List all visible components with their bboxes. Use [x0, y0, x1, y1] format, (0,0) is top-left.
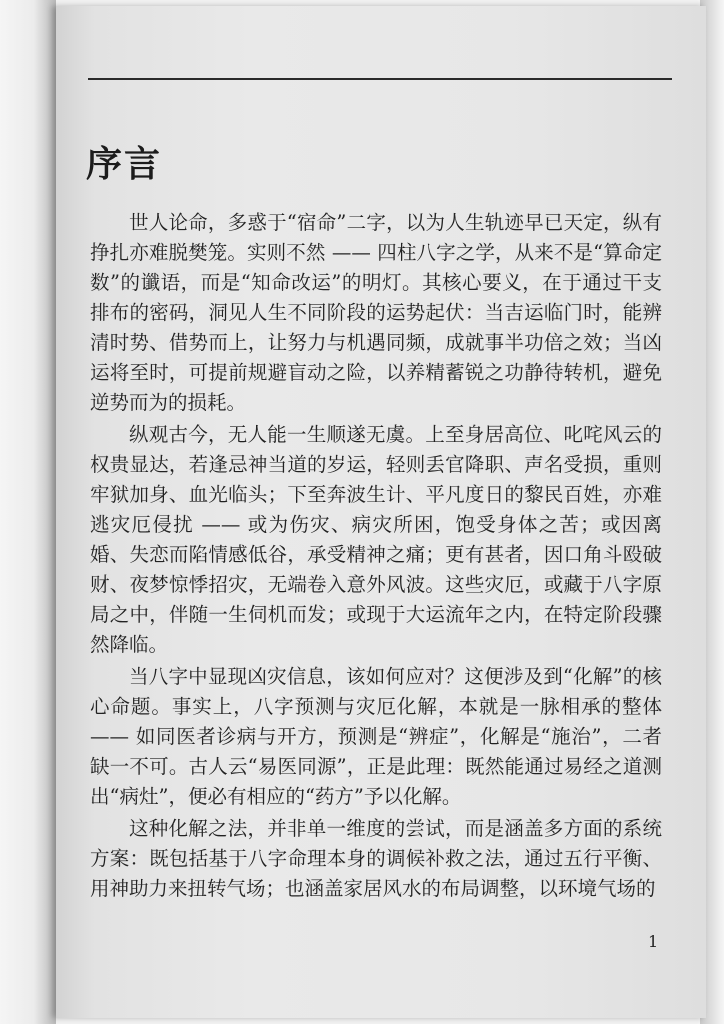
- paragraph-4: 这种化解之法，并非单一维度的尝试，而是涵盖多方面的系统方案：既包括基于八字命理本身的调候补救之法，通过五行平衡、用神助力来扭转气场；也涵盖家居风水的布局调整，以环境气场的: [90, 817, 662, 900]
- book-page: [56, 6, 706, 1018]
- paragraph-2: 纵观古今，无人能一生顺遂无虞。上至身居高位、叱咤风云的权贵显达，若逢忌神当道的岁运，轻则丢官降职、声名受损，重则牢狱加身、血光临头；下至奔波生计、平凡度日的黎民百姓，亦难逃灾厄侵扰 —— 或为伤灾、病灾所困，饱受身体之苦；或因离婚、失恋而陷情感低谷，承受精神之痛；更有甚者，因口角斗殴破财、夜梦惊悸招灾，无端卷入意外风波。这些灾厄，或藏于八字原局之中，伴随一生伺机而发；或现于大运流年之内，在特定阶段骤然降临。: [90, 423, 662, 656]
- body-text: [90, 208, 662, 906]
- paragraph-1: 世人论命，多惑于“宿命”二字，以为人生轨迹早已天定，纵有挣扎亦难脱樊笼。实则不然 —— 四柱八字之学，从来不是“算命定数”的谶语，而是“知命改运”的明灯。其核心要义，在于通过干支排布的密码，洞见人生不同阶段的运势起伏：当吉运临门时，能辨清时势、借势而上，让努力与机遇同频，成就事半功倍之效；当凶运将至时，可提前规避盲动之险，以养精蓄锐之功静待转机，避免逆势而为的损耗。: [90, 211, 662, 414]
- paragraph-3: 当八字中显现凶灾信息，该如何应对？这便涉及到“化解”的核心命题。事实上，八字预测与灾厄化解，本就是一脉相承的整体 —— 如同医者诊病与开方，预测是“辨症”，化解是“施治”，二者缺一不可。古人云“易医同源”，正是此理：既然能通过易经之道测出“病灶”，便必有相应的“药方”予以化解。: [90, 665, 662, 808]
- page-number: 1: [648, 932, 659, 951]
- chapter-title: 序言: [86, 143, 163, 185]
- header-rule: [88, 78, 672, 80]
- book-gutter-shadow: [0, 0, 56, 1024]
